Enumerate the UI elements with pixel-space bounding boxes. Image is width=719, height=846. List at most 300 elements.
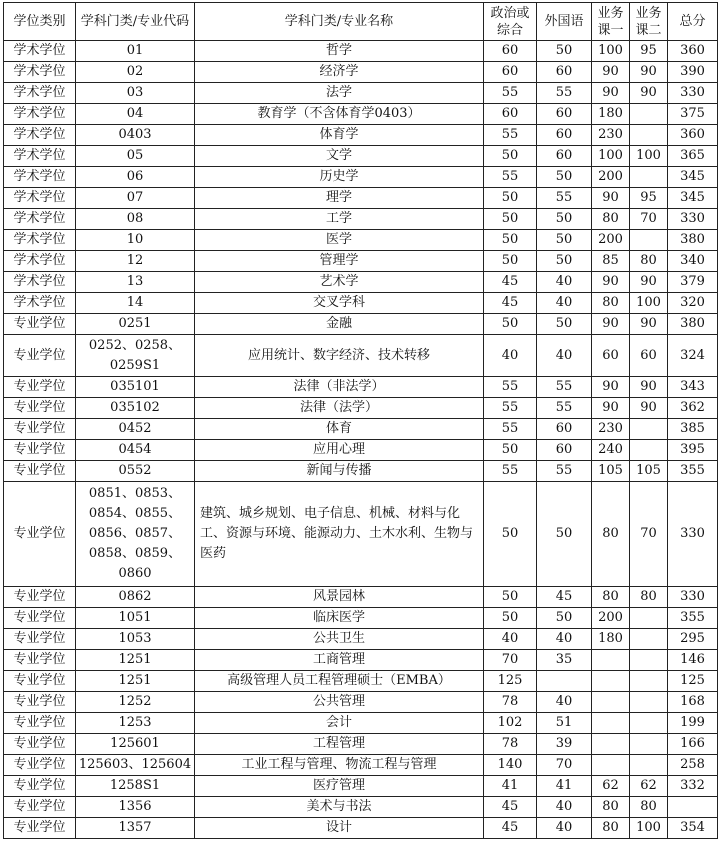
cell-name: 公共管理 — [195, 692, 484, 713]
cell-code: 04 — [76, 104, 195, 125]
cell-degree-type: 专业学位 — [4, 629, 76, 650]
header-politics: 政治或综合 — [484, 3, 537, 41]
cell-degree-type: 学术学位 — [4, 83, 76, 104]
table-row — [4, 797, 718, 818]
cell-total: 345 — [668, 188, 718, 209]
table-row — [4, 587, 718, 608]
header-total: 总分 — [668, 3, 718, 41]
cell-name: 金融 — [195, 314, 484, 335]
cell-politics: 55 — [484, 125, 537, 146]
cell-politics: 50 — [484, 440, 537, 461]
cell-foreign-language — [537, 671, 592, 692]
cell-course-two: 95 — [630, 41, 668, 62]
cell-total: 390 — [668, 62, 718, 83]
cell-total: 320 — [668, 293, 718, 314]
cell-politics: 70 — [484, 650, 537, 671]
cell-course-two — [630, 734, 668, 755]
cell-code: 1251 — [76, 650, 195, 671]
cell-total: 330 — [668, 83, 718, 104]
cell-total: 168 — [668, 692, 718, 713]
cell-name: 公共卫生 — [195, 629, 484, 650]
cell-politics: 40 — [484, 629, 537, 650]
cell-course-two: 90 — [630, 62, 668, 83]
cell-name: 临床医学 — [195, 608, 484, 629]
cell-code: 06 — [76, 167, 195, 188]
cell-politics: 41 — [484, 776, 537, 797]
cell-course-one: 240 — [592, 440, 630, 461]
header-course-two: 业务课二 — [630, 3, 668, 41]
cell-foreign-language: 60 — [537, 125, 592, 146]
cell-code: 13 — [76, 272, 195, 293]
cell-degree-type: 专业学位 — [4, 776, 76, 797]
cell-course-one: 90 — [592, 314, 630, 335]
cell-total: 125 — [668, 671, 718, 692]
table-row — [4, 209, 718, 230]
cell-politics: 102 — [484, 713, 537, 734]
cell-code: 1253 — [76, 713, 195, 734]
cell-total: 330 — [668, 587, 718, 608]
cell-degree-type: 专业学位 — [4, 650, 76, 671]
cell-foreign-language: 40 — [537, 335, 592, 377]
cell-politics: 55 — [484, 377, 537, 398]
cell-name: 美术与书法 — [195, 797, 484, 818]
table-row — [4, 482, 718, 587]
table-row — [4, 377, 718, 398]
table-row — [4, 230, 718, 251]
cell-name: 艺术学 — [195, 272, 484, 293]
table-row — [4, 146, 718, 167]
cell-foreign-language: 50 — [537, 608, 592, 629]
cell-degree-type: 学术学位 — [4, 293, 76, 314]
cell-course-two: 62 — [630, 776, 668, 797]
cell-code: 08 — [76, 209, 195, 230]
cell-degree-type: 专业学位 — [4, 671, 76, 692]
cell-total: 375 — [668, 104, 718, 125]
cell-course-one — [592, 734, 630, 755]
cell-politics: 50 — [484, 209, 537, 230]
cell-course-two: 105 — [630, 461, 668, 482]
cell-code: 1053 — [76, 629, 195, 650]
cell-total: 365 — [668, 146, 718, 167]
table-row — [4, 755, 718, 776]
cell-foreign-language: 50 — [537, 230, 592, 251]
cell-code: 05 — [76, 146, 195, 167]
cell-total: 362 — [668, 398, 718, 419]
cell-name: 体育学 — [195, 125, 484, 146]
cell-degree-type: 学术学位 — [4, 230, 76, 251]
cell-code: 0251 — [76, 314, 195, 335]
cell-foreign-language: 40 — [537, 293, 592, 314]
cell-total: 199 — [668, 713, 718, 734]
cell-foreign-language: 40 — [537, 629, 592, 650]
cell-politics: 125 — [484, 671, 537, 692]
cell-course-two: 100 — [630, 146, 668, 167]
cell-foreign-language: 60 — [537, 440, 592, 461]
cell-degree-type: 专业学位 — [4, 398, 76, 419]
cell-course-two — [630, 692, 668, 713]
cell-foreign-language: 40 — [537, 818, 592, 839]
score-line-table — [3, 2, 718, 839]
cell-name: 哲学 — [195, 41, 484, 62]
cell-course-one: 80 — [592, 293, 630, 314]
cell-name: 历史学 — [195, 167, 484, 188]
cell-code: 125603、125604 — [76, 755, 195, 776]
cell-total: 343 — [668, 377, 718, 398]
table-row — [4, 41, 718, 62]
cell-name: 风景园林 — [195, 587, 484, 608]
cell-degree-type: 专业学位 — [4, 734, 76, 755]
cell-course-two — [630, 629, 668, 650]
table-row — [4, 167, 718, 188]
cell-code: 0851、0853、0854、0855、0856、0857、0858、0859、0860 — [76, 482, 195, 587]
cell-course-one: 80 — [592, 587, 630, 608]
cell-total: 258 — [668, 755, 718, 776]
table-row — [4, 629, 718, 650]
cell-course-one: 90 — [592, 272, 630, 293]
cell-course-one: 230 — [592, 125, 630, 146]
header-foreign-language: 外国语 — [537, 3, 592, 41]
cell-total: 379 — [668, 272, 718, 293]
cell-foreign-language: 40 — [537, 797, 592, 818]
cell-name: 建筑、城乡规划、电子信息、机械、材料与化工、资源与环境、能源动力、土木水利、生物与医药 — [195, 482, 484, 587]
cell-code: 0862 — [76, 587, 195, 608]
table-header-row — [4, 3, 718, 41]
cell-code: 03 — [76, 83, 195, 104]
cell-code: 02 — [76, 62, 195, 83]
cell-degree-type: 学术学位 — [4, 251, 76, 272]
cell-name: 工业工程与管理、物流工程与管理 — [195, 755, 484, 776]
cell-code: 1258S1 — [76, 776, 195, 797]
cell-degree-type: 学术学位 — [4, 146, 76, 167]
cell-course-two — [630, 440, 668, 461]
cell-course-one: 105 — [592, 461, 630, 482]
cell-total: 330 — [668, 209, 718, 230]
cell-code: 035102 — [76, 398, 195, 419]
cell-name: 工学 — [195, 209, 484, 230]
cell-course-one: 85 — [592, 251, 630, 272]
cell-name: 教育学（不含体育学0403） — [195, 104, 484, 125]
table-row — [4, 314, 718, 335]
cell-total: 360 — [668, 41, 718, 62]
cell-name: 新闻与传播 — [195, 461, 484, 482]
cell-course-two — [630, 419, 668, 440]
cell-degree-type: 学术学位 — [4, 209, 76, 230]
cell-course-two: 100 — [630, 818, 668, 839]
table-row — [4, 776, 718, 797]
cell-foreign-language: 50 — [537, 167, 592, 188]
cell-total: 330 — [668, 482, 718, 587]
cell-course-two: 90 — [630, 314, 668, 335]
cell-politics: 55 — [484, 419, 537, 440]
cell-code: 0454 — [76, 440, 195, 461]
cell-course-two: 80 — [630, 587, 668, 608]
table-row — [4, 818, 718, 839]
table-row — [4, 335, 718, 377]
cell-politics: 55 — [484, 398, 537, 419]
cell-code: 0252、0258、0259S1 — [76, 335, 195, 377]
cell-degree-type: 专业学位 — [4, 692, 76, 713]
cell-degree-type: 专业学位 — [4, 587, 76, 608]
table-row — [4, 419, 718, 440]
cell-course-two: 90 — [630, 272, 668, 293]
cell-course-one: 90 — [592, 377, 630, 398]
cell-code: 1051 — [76, 608, 195, 629]
cell-foreign-language: 55 — [537, 377, 592, 398]
cell-course-one — [592, 692, 630, 713]
cell-code: 1356 — [76, 797, 195, 818]
cell-course-two: 90 — [630, 377, 668, 398]
cell-course-two: 95 — [630, 188, 668, 209]
cell-politics: 60 — [484, 104, 537, 125]
table-row — [4, 650, 718, 671]
cell-foreign-language: 50 — [537, 482, 592, 587]
cell-code: 07 — [76, 188, 195, 209]
cell-total: 146 — [668, 650, 718, 671]
cell-degree-type: 专业学位 — [4, 713, 76, 734]
cell-politics: 55 — [484, 167, 537, 188]
cell-total: 345 — [668, 167, 718, 188]
cell-course-two — [630, 104, 668, 125]
cell-code: 10 — [76, 230, 195, 251]
cell-course-one — [592, 713, 630, 734]
cell-foreign-language: 50 — [537, 251, 592, 272]
cell-foreign-language: 60 — [537, 104, 592, 125]
cell-name: 法律（法学） — [195, 398, 484, 419]
cell-politics: 50 — [484, 587, 537, 608]
cell-degree-type: 专业学位 — [4, 335, 76, 377]
cell-politics: 50 — [484, 230, 537, 251]
cell-course-one — [592, 671, 630, 692]
cell-degree-type: 专业学位 — [4, 797, 76, 818]
cell-name: 体育 — [195, 419, 484, 440]
cell-degree-type: 学术学位 — [4, 272, 76, 293]
cell-name: 医学 — [195, 230, 484, 251]
header-degree-type: 学位类别 — [4, 3, 76, 41]
cell-course-two — [630, 125, 668, 146]
cell-foreign-language: 60 — [537, 419, 592, 440]
cell-course-two: 70 — [630, 209, 668, 230]
cell-foreign-language: 40 — [537, 692, 592, 713]
cell-politics: 140 — [484, 755, 537, 776]
cell-politics: 55 — [484, 461, 537, 482]
table-row — [4, 104, 718, 125]
cell-politics: 40 — [484, 335, 537, 377]
cell-foreign-language: 50 — [537, 41, 592, 62]
cell-politics: 60 — [484, 62, 537, 83]
cell-code: 125601 — [76, 734, 195, 755]
cell-politics: 45 — [484, 797, 537, 818]
cell-code: 14 — [76, 293, 195, 314]
cell-total: 355 — [668, 608, 718, 629]
cell-course-two — [630, 713, 668, 734]
cell-foreign-language: 51 — [537, 713, 592, 734]
cell-course-one: 80 — [592, 797, 630, 818]
cell-name: 工商管理 — [195, 650, 484, 671]
cell-code: 0552 — [76, 461, 195, 482]
table-row — [4, 125, 718, 146]
cell-code: 12 — [76, 251, 195, 272]
cell-course-two — [630, 230, 668, 251]
cell-course-one: 100 — [592, 146, 630, 167]
cell-name: 医疗管理 — [195, 776, 484, 797]
cell-name: 法学 — [195, 83, 484, 104]
cell-politics: 50 — [484, 314, 537, 335]
cell-degree-type: 学术学位 — [4, 104, 76, 125]
cell-course-one: 90 — [592, 398, 630, 419]
cell-politics: 50 — [484, 188, 537, 209]
cell-foreign-language: 60 — [537, 62, 592, 83]
cell-course-one: 80 — [592, 482, 630, 587]
table-row — [4, 692, 718, 713]
cell-course-one: 62 — [592, 776, 630, 797]
cell-course-two: 90 — [630, 83, 668, 104]
cell-course-two: 90 — [630, 398, 668, 419]
table-row — [4, 188, 718, 209]
cell-course-two: 80 — [630, 251, 668, 272]
cell-code: 1251 — [76, 671, 195, 692]
cell-degree-type: 学术学位 — [4, 125, 76, 146]
cell-course-two: 80 — [630, 797, 668, 818]
cell-course-one: 60 — [592, 335, 630, 377]
cell-total: 380 — [668, 314, 718, 335]
cell-total: 360 — [668, 125, 718, 146]
cell-course-two: 70 — [630, 482, 668, 587]
table-row — [4, 293, 718, 314]
cell-degree-type: 专业学位 — [4, 314, 76, 335]
cell-foreign-language: 50 — [537, 314, 592, 335]
cell-course-one: 90 — [592, 62, 630, 83]
table-row — [4, 398, 718, 419]
cell-course-one: 180 — [592, 629, 630, 650]
cell-name: 文学 — [195, 146, 484, 167]
cell-politics: 55 — [484, 83, 537, 104]
cell-course-one — [592, 650, 630, 671]
cell-name: 高级管理人员工程管理硕士（EMBA） — [195, 671, 484, 692]
cell-name: 管理学 — [195, 251, 484, 272]
cell-code: 1357 — [76, 818, 195, 839]
cell-foreign-language: 41 — [537, 776, 592, 797]
cell-total: 295 — [668, 629, 718, 650]
cell-foreign-language: 39 — [537, 734, 592, 755]
cell-name: 法律（非法学） — [195, 377, 484, 398]
cell-degree-type: 专业学位 — [4, 482, 76, 587]
cell-course-one: 80 — [592, 209, 630, 230]
table-row — [4, 608, 718, 629]
table-row — [4, 83, 718, 104]
cell-course-two: 60 — [630, 335, 668, 377]
cell-name: 经济学 — [195, 62, 484, 83]
table-row — [4, 440, 718, 461]
cell-politics: 60 — [484, 41, 537, 62]
cell-foreign-language: 40 — [537, 272, 592, 293]
cell-degree-type: 学术学位 — [4, 188, 76, 209]
cell-degree-type: 学术学位 — [4, 167, 76, 188]
cell-total: 354 — [668, 818, 718, 839]
table-row — [4, 62, 718, 83]
table-row — [4, 734, 718, 755]
cell-foreign-language: 50 — [537, 209, 592, 230]
cell-course-one: 230 — [592, 419, 630, 440]
cell-code: 0452 — [76, 419, 195, 440]
cell-course-two — [630, 671, 668, 692]
table-row — [4, 251, 718, 272]
header-name: 学科门类/专业名称 — [195, 3, 484, 41]
cell-course-one: 180 — [592, 104, 630, 125]
cell-degree-type: 专业学位 — [4, 461, 76, 482]
cell-foreign-language: 70 — [537, 755, 592, 776]
cell-course-one: 90 — [592, 83, 630, 104]
cell-course-two — [630, 608, 668, 629]
cell-course-one: 90 — [592, 188, 630, 209]
cell-foreign-language: 55 — [537, 188, 592, 209]
cell-total: 332 — [668, 776, 718, 797]
cell-degree-type: 学术学位 — [4, 62, 76, 83]
cell-degree-type: 学术学位 — [4, 41, 76, 62]
cell-foreign-language: 35 — [537, 650, 592, 671]
cell-name: 会计 — [195, 713, 484, 734]
cell-foreign-language: 55 — [537, 398, 592, 419]
cell-foreign-language: 60 — [537, 146, 592, 167]
cell-total: 166 — [668, 734, 718, 755]
cell-politics: 45 — [484, 293, 537, 314]
cell-course-one: 200 — [592, 230, 630, 251]
cell-total: 324 — [668, 335, 718, 377]
table-row — [4, 713, 718, 734]
cell-foreign-language: 45 — [537, 587, 592, 608]
cell-course-two: 100 — [630, 293, 668, 314]
score-table-container — [3, 2, 718, 839]
cell-total: 380 — [668, 230, 718, 251]
header-code: 学科门类/专业代码 — [76, 3, 195, 41]
cell-politics: 45 — [484, 272, 537, 293]
cell-total: 395 — [668, 440, 718, 461]
cell-degree-type: 专业学位 — [4, 377, 76, 398]
cell-degree-type: 专业学位 — [4, 608, 76, 629]
cell-name: 应用统计、数字经济、技术转移 — [195, 335, 484, 377]
cell-degree-type: 专业学位 — [4, 818, 76, 839]
cell-course-one: 100 — [592, 41, 630, 62]
cell-course-one: 80 — [592, 818, 630, 839]
cell-name: 工程管理 — [195, 734, 484, 755]
cell-name: 应用心理 — [195, 440, 484, 461]
cell-course-one — [592, 755, 630, 776]
cell-code: 01 — [76, 41, 195, 62]
cell-degree-type: 专业学位 — [4, 440, 76, 461]
cell-name: 理学 — [195, 188, 484, 209]
cell-politics: 78 — [484, 692, 537, 713]
cell-name: 设计 — [195, 818, 484, 839]
cell-politics: 45 — [484, 818, 537, 839]
cell-politics: 50 — [484, 146, 537, 167]
cell-total — [668, 797, 718, 818]
table-body — [4, 41, 718, 839]
cell-politics: 50 — [484, 608, 537, 629]
cell-politics: 50 — [484, 482, 537, 587]
cell-course-two — [630, 755, 668, 776]
cell-degree-type: 专业学位 — [4, 419, 76, 440]
cell-foreign-language: 55 — [537, 461, 592, 482]
cell-total: 385 — [668, 419, 718, 440]
cell-course-two — [630, 167, 668, 188]
cell-code: 035101 — [76, 377, 195, 398]
cell-total: 355 — [668, 461, 718, 482]
table-row — [4, 272, 718, 293]
cell-course-one: 200 — [592, 608, 630, 629]
table-row — [4, 671, 718, 692]
cell-course-one: 200 — [592, 167, 630, 188]
cell-name: 交叉学科 — [195, 293, 484, 314]
cell-politics: 50 — [484, 251, 537, 272]
